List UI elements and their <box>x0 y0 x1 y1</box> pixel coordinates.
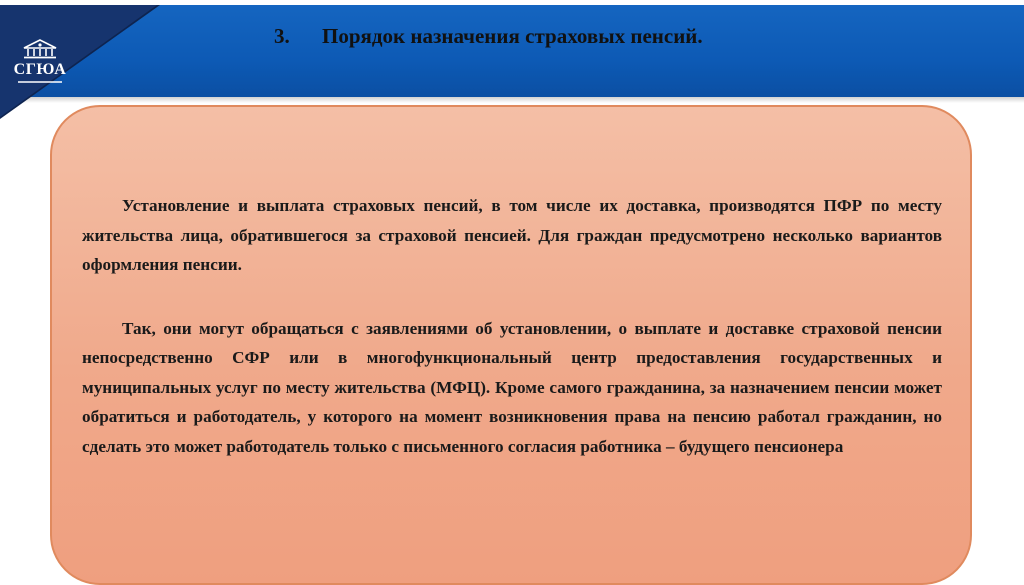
section-number: 3. <box>274 24 290 48</box>
university-logo <box>10 38 70 96</box>
logo-text: СГЮА <box>13 61 67 78</box>
content-text <box>82 191 942 461</box>
logo-underline <box>16 79 64 85</box>
paragraph-2: Так, они могут обращаться с заявлениями об установлении, о выплате и доставке страховой пенсии непосредственно СФР или в многофункциональный центр предоставления государственных и муниципальных услуг по месту жительства (МФЦ). Кроме самого гражданина, за назначением пенсии может обратиться и работодатель, у которого на момент возникновения права на пенсию работал гражданин, но сделать это может работодатель только с письменного согласия работника – будущего пенсионера <box>82 318 942 456</box>
page-title <box>274 24 703 49</box>
building-icon <box>20 38 60 60</box>
section-title: Порядок назначения страховых пенсий. <box>322 24 703 48</box>
paragraph-1: Установление и выплата страховых пенсий, в том числе их доставка, производятся ПФР по месту жительства лица, обратившегося за страховой пенсией. Для граждан предусмотрено несколько вариантов оформления пенсии. <box>82 196 942 274</box>
